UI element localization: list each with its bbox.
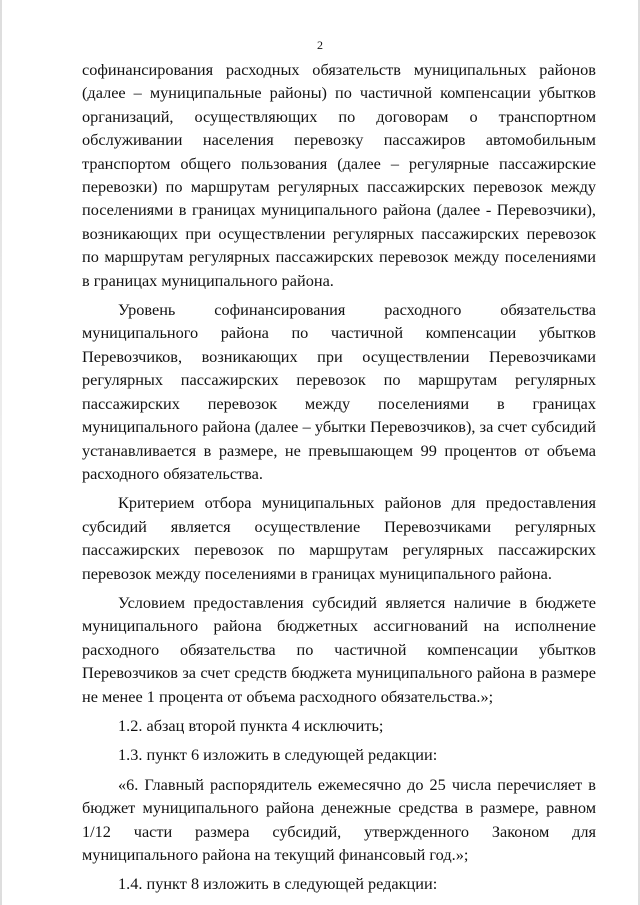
paragraph-item-1-3: 1.3. пункт 6 изложить в следующей редакции: [118, 745, 438, 765]
paragraph-point-6: «6. Главный распорядитель ежемесячно до 25 числа перечисляет в бюджет муниципального района денежные средства в размере, равном 1/12 части размера субсидий, утвержденного Законом для муниципального района на текущий финансовый год.»; [82, 774, 596, 864]
paragraph-subsidy-condition: Условием предоставления субсидий является наличие в бюджете муниципального района бюджетных ассигнований на исполнение расходного обязательства по частичной компенсации убытков Перевозчиков за счет средств бюджета муниципального района в размере не менее 1 процента от объема расходного обязательства.»; [82, 592, 596, 706]
paragraph-item-1-4: 1.4. пункт 8 изложить в следующей редакции: [118, 874, 438, 894]
scan-edge-left [0, 0, 2, 905]
paragraph-continuation: софинансирования расходных обязательств муниципальных районов (далее – муниципальные районы) по частичной компенсации убытков организаций, осуществляющих по договорам о транспортном обслуживании населения перевозку пассажиров автомобильным транспортом общего пользования (далее – регулярные пассажирские перевозки) по маршрутам регулярных пассажирских перевозок между поселениями в границах муниципального района (далее - Перевозчики), возникающих при осуществлении регулярных пассажирских перевозок по маршрутам регулярных пассажирских перевозок между поселениями в границах муниципального района. [82, 60, 596, 290]
page-number: 2 [317, 38, 323, 52]
paragraph-selection-criterion: Критерием отбора муниципальных районов для предоставления субсидий является осуществление Перевозчиками регулярных пассажирских перевозок по маршрутам регулярных пассажирских перевозок между поселениями в границах муниципального района. [82, 493, 596, 583]
paragraph-item-1-2: 1.2. абзац второй пункта 4 исключить; [118, 715, 384, 735]
paragraph-cofinancing-level: Уровень софинансирования расходного обязательства муниципального района по частичной компенсации убытков Перевозчиков, возникающих при осуществлении Перевозчиками регулярных пассажирских перевозок по маршрутам регулярных пассажирских перевозок между поселениями в границах муниципального района (далее – убытки Перевозчиков), за счет субсидий устанавливается в размере, не превышающем 99 процентов от объема расходного обязательства. [82, 300, 596, 483]
document-body [82, 58, 596, 897]
